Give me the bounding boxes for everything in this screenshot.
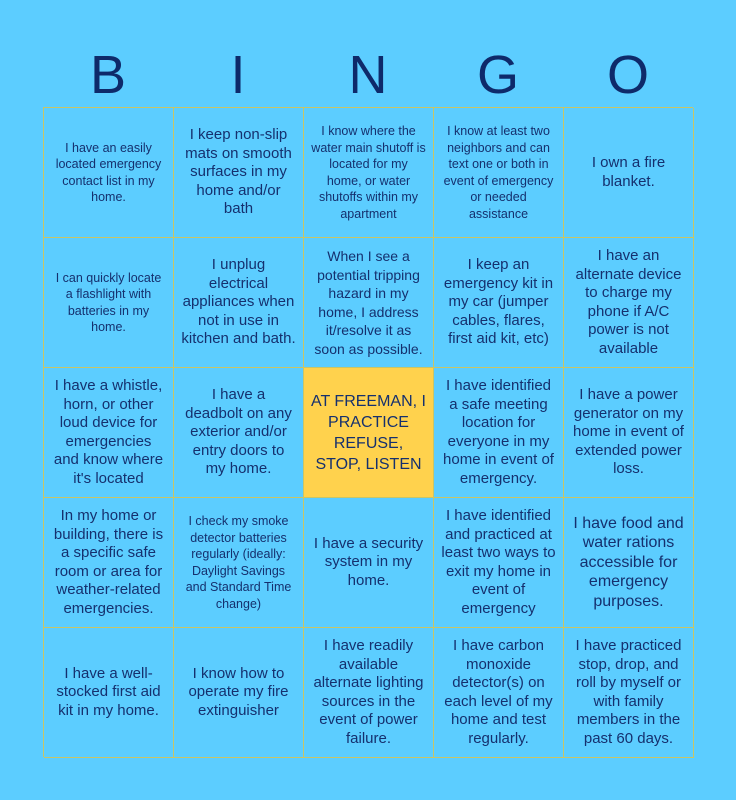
cell-text: In my home or building, there is a specific safe room or area for weather-related emergencies. (53, 507, 164, 617)
bingo-cell-r4-c1[interactable] (44, 498, 174, 628)
cell-text: I check my smoke detector batteries regularly (ideally: Daylight Savings and Standard Time change) (185, 514, 292, 611)
cell-text: I can quickly locate a flashlight with batteries in my home. (55, 270, 162, 334)
cell-text: I have food and water rations accessible for emergency purposes. (573, 514, 684, 610)
cell-text: I have identified a safe meeting location for everyone in my home in event of emergency. (443, 377, 554, 487)
cell-text: I have a power generator on my home in event of extended power loss. (573, 386, 684, 478)
bingo-cell-r3-c4[interactable] (434, 368, 564, 498)
cell-text: I have an alternate device to charge my phone if A/C power is not available (575, 247, 682, 357)
bingo-cell-r2-c3[interactable] (304, 238, 434, 368)
bingo-cell-r5-c3[interactable] (304, 628, 434, 758)
bingo-cell-r3-c1[interactable] (44, 368, 174, 498)
bingo-cell-r4-c3[interactable] (304, 498, 434, 628)
cell-text: I have a whistle, horn, or other loud device for emergencies and know where it's located (53, 377, 164, 487)
cell-text: I know where the water main shutoff is located for my home, or water shutoffs within my apartment (311, 124, 426, 221)
bingo-cell-r3-c2[interactable] (174, 368, 304, 498)
bingo-cell-r1-c1[interactable] (44, 108, 174, 238)
bingo-cell-r2-c2[interactable] (174, 238, 304, 368)
cell-text: I have readily available alternate lighting sources in the event of power failure. (313, 637, 424, 747)
bingo-cell-r4-c4[interactable] (434, 498, 564, 628)
bingo-cell-r1-c4[interactable] (434, 108, 564, 238)
cell-text: I have a well-stocked first aid kit in my home. (56, 664, 161, 719)
header-letter-i: I (230, 45, 246, 105)
bingo-cell-r1-c2[interactable] (174, 108, 304, 238)
bingo-cell-r2-c5[interactable] (564, 238, 694, 368)
bingo-cell-r1-c3[interactable] (304, 108, 434, 238)
bingo-cell-r5-c1[interactable] (44, 628, 174, 758)
cell-text: I know how to operate my fire extinguisher (188, 664, 289, 719)
cell-text: I have a security system in my home. (313, 534, 424, 589)
cell-text: I have carbon monoxide detector(s) on each level of my home and test regularly. (444, 637, 553, 747)
cell-text: I have a deadbolt on any exterior and/or entry doors to my home. (185, 386, 292, 478)
header-letter-o: O (606, 45, 649, 105)
bingo-cell-r5-c5[interactable] (564, 628, 694, 758)
cell-text: I have an easily located emergency contact list in my home. (55, 140, 162, 204)
cell-text: I keep an emergency kit in my car (jumper cables, flares, first aid kit, etc) (443, 256, 554, 348)
bingo-cell-r5-c4[interactable] (434, 628, 564, 758)
header-letter-g: G (476, 45, 519, 105)
cell-text: I have identified and practiced at least two ways to exit my home in event of emergency (441, 507, 556, 617)
bingo-cell-r1-c5[interactable] (564, 108, 694, 238)
header-letter-n: N (348, 45, 388, 105)
bingo-cell-r2-c1[interactable] (44, 238, 174, 368)
bingo-cell-r2-c4[interactable] (434, 238, 564, 368)
cell-text: I know at least two neighbors and can text one or both in event of emergency or needed assistance (443, 124, 554, 221)
free-space-text: AT FREEMAN, I PRACTICE REFUSE, STOP, LISTEN (311, 392, 426, 473)
bingo-cell-r4-c2[interactable] (174, 498, 304, 628)
cell-text: I unplug electrical appliances when not in use in kitchen and bath. (181, 256, 296, 348)
cell-text: I have practiced stop, drop, and roll by myself or with family members in the past 60 days. (575, 637, 682, 747)
bingo-cell-r3-c5[interactable] (564, 368, 694, 498)
header-letter-b: B (89, 45, 127, 105)
cell-text: When I see a potential tripping hazard in my home, I address it/resolve it as soon as possible. (314, 248, 423, 357)
bingo-grid (43, 107, 693, 757)
bingo-cell-r4-c5[interactable] (564, 498, 694, 628)
cell-text: I own a fire blanket. (591, 154, 666, 190)
bingo-cell-r5-c2[interactable] (174, 628, 304, 758)
cell-text: I keep non-slip mats on smooth surfaces in my home and/or bath (185, 126, 292, 218)
bingo-free-space[interactable] (304, 368, 434, 498)
bingo-header (43, 44, 693, 106)
